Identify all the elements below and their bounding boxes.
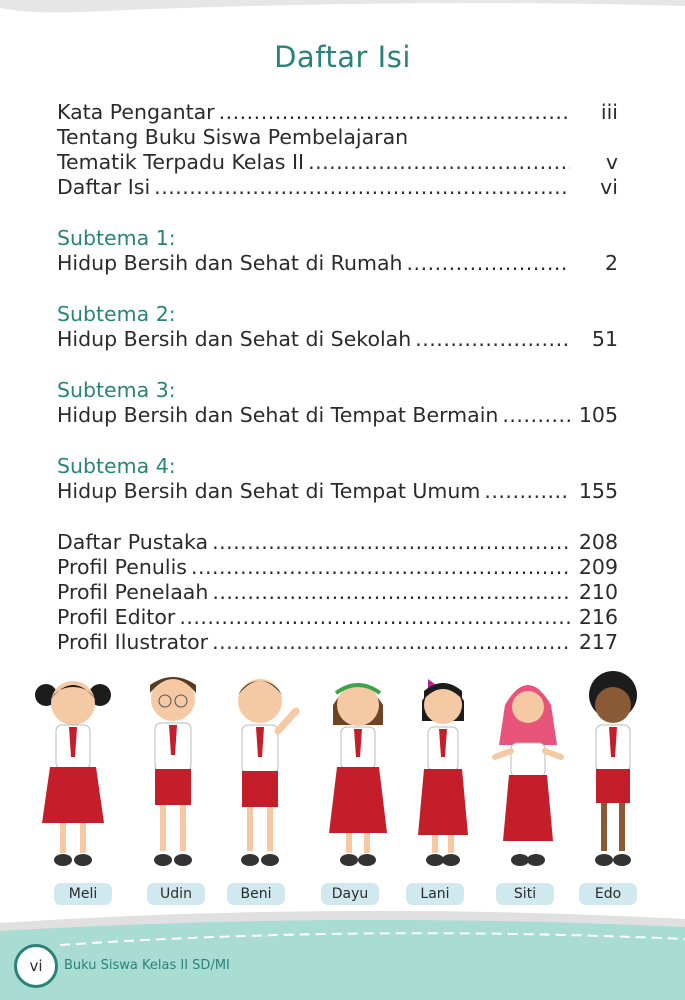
toc-label: Hidup Bersih dan Sehat di Tempat Umum bbox=[57, 479, 481, 503]
toc-entry[interactable] bbox=[57, 605, 618, 630]
leader-dots bbox=[179, 605, 570, 630]
footer-text: Buku Siswa Kelas II SD/MI bbox=[64, 958, 230, 973]
name-tag: Udin bbox=[147, 883, 205, 905]
toc-page: 155 bbox=[578, 479, 618, 503]
toc-label-line1: Tentang Buku Siswa Pembelajaran bbox=[57, 125, 409, 149]
student-illustration bbox=[28, 665, 658, 905]
student-figure-dayu bbox=[313, 665, 403, 875]
table-of-contents bbox=[57, 100, 618, 655]
name-tag: Edo bbox=[579, 883, 637, 905]
toc-page: vi bbox=[600, 175, 618, 199]
toc-label: Profil Editor bbox=[57, 605, 176, 629]
toc-label: Profil Penulis bbox=[57, 555, 187, 579]
student-figure-meli bbox=[28, 665, 118, 875]
name-tag: Beni bbox=[227, 883, 285, 905]
toc-entry[interactable] bbox=[57, 403, 618, 428]
name-tag: Meli bbox=[54, 883, 112, 905]
student-figure-edo bbox=[568, 665, 658, 875]
toc-label: Daftar Pustaka bbox=[57, 530, 209, 554]
student-figure-siti bbox=[483, 665, 573, 875]
subtheme-heading: Subtema 1: bbox=[57, 226, 176, 250]
toc-label: Hidup Bersih dan Sehat di Sekolah bbox=[57, 327, 412, 351]
toc-entry[interactable] bbox=[57, 150, 618, 175]
student-figure-udin bbox=[128, 665, 218, 875]
toc-page: 2 bbox=[604, 251, 618, 275]
leader-dots bbox=[191, 555, 570, 580]
footer-wave bbox=[0, 905, 685, 1000]
student-figure-beni bbox=[218, 665, 308, 875]
toc-entry[interactable] bbox=[57, 530, 618, 555]
subtheme-heading: Subtema 2: bbox=[57, 302, 176, 326]
leader-dots bbox=[212, 530, 570, 555]
name-tag: Siti bbox=[496, 883, 554, 905]
student-figure-lani bbox=[398, 665, 488, 875]
toc-label: Tematik Terpadu Kelas II bbox=[57, 150, 305, 174]
toc-page: v bbox=[605, 150, 618, 174]
toc-page: 51 bbox=[591, 327, 618, 351]
page-title: Daftar Isi bbox=[274, 40, 411, 74]
subtheme-heading: Subtema 4: bbox=[57, 454, 176, 478]
leader-dots bbox=[502, 403, 570, 428]
toc-entry[interactable] bbox=[57, 555, 618, 580]
top-decoration bbox=[0, 0, 685, 40]
toc-page: 208 bbox=[578, 530, 618, 554]
leader-dots bbox=[154, 175, 570, 200]
toc-entry[interactable] bbox=[57, 479, 618, 504]
toc-page: 105 bbox=[578, 403, 618, 427]
name-tag: Lani bbox=[406, 883, 464, 905]
leader-dots bbox=[212, 630, 570, 655]
leader-dots bbox=[219, 100, 570, 125]
toc-page: 217 bbox=[578, 630, 618, 654]
toc-label: Hidup Bersih dan Sehat di Rumah bbox=[57, 251, 403, 275]
leader-dots bbox=[212, 580, 570, 605]
name-tag: Dayu bbox=[321, 883, 379, 905]
leader-dots bbox=[484, 479, 570, 504]
toc-label: Profil Ilustrator bbox=[57, 630, 209, 654]
toc-page: 216 bbox=[578, 605, 618, 629]
toc-entry[interactable] bbox=[57, 251, 618, 276]
toc-entry[interactable] bbox=[57, 175, 618, 200]
toc-entry[interactable] bbox=[57, 100, 618, 125]
subtheme-heading: Subtema 3: bbox=[57, 378, 176, 402]
toc-label: Kata Pengantar bbox=[57, 100, 215, 124]
toc-entry[interactable] bbox=[57, 327, 618, 352]
toc-entry[interactable] bbox=[57, 630, 618, 655]
page-number: vi bbox=[14, 944, 58, 988]
toc-page: 209 bbox=[578, 555, 618, 579]
leader-dots bbox=[308, 150, 570, 175]
toc-label: Daftar Isi bbox=[57, 175, 151, 199]
toc-page: iii bbox=[600, 100, 618, 124]
toc-entry[interactable] bbox=[57, 580, 618, 605]
leader-dots bbox=[415, 327, 570, 352]
leader-dots bbox=[407, 251, 570, 276]
toc-label: Profil Penelaah bbox=[57, 580, 209, 604]
toc-page: 210 bbox=[578, 580, 618, 604]
toc-label: Hidup Bersih dan Sehat di Tempat Bermain bbox=[57, 403, 499, 427]
